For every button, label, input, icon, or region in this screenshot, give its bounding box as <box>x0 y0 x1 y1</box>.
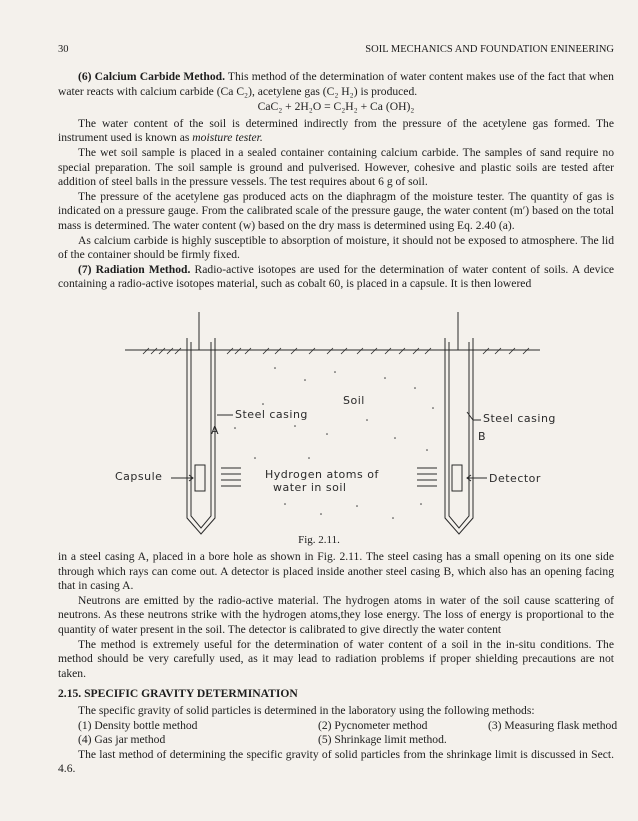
method-item: (1) Density bottle method <box>78 718 198 732</box>
ground-hatching <box>143 348 529 354</box>
calcium-paragraph <box>58 70 614 99</box>
figure-2-11 <box>95 308 585 540</box>
paragraph-pressure: The pressure of the acetylene gas produced acts on the diaphragm of the moisture tester. The quantity of gas is indicated on a pressure gauge. From the calibrated scale of the pressure gauge, the water content (m′) based on the total mass is determined. The water content (w) based on the dry mass is determined using Eq. 2.40 (a). <box>58 189 614 232</box>
detector-body <box>452 465 462 491</box>
page-number: 30 <box>58 44 69 55</box>
paragraph-exposure: As calcium carbide is highly susceptible to absorption of moisture, it should not be exposed to atmosphere. The lid of the container should be firmly fixed. <box>58 233 614 262</box>
paragraph-usefulness: The method is extremely useful for the determination of water content of a soil in the in-situ conditions. The method should be very carefully used, as it may lead to radiation problems if proper shielding precautions are not taken. <box>58 637 614 680</box>
label-steel-casing-b: Steel casing <box>483 412 556 425</box>
steel-casing-b <box>445 312 473 534</box>
label-b: B <box>478 430 487 443</box>
paragraph-casing: in a steel casing A, placed in a bore hole as shown in Fig. 2.11. The steel casing has a small opening on its one side through which rays can come out. A detector is placed inside another steel casing B, which also has an opening facing that in casing A. <box>58 550 614 593</box>
figure-caption: Fig. 2.11. <box>298 534 340 546</box>
section-intro: The specific gravity of solid particles is determined in the laboratory using the following methods: <box>78 703 535 717</box>
radiation-text: Radio-active isotopes are used for the determination of water content of soils. A device containing a radio-active isotopes material, such as cobalt 60, is placed in a capsule. It is then lowered <box>58 262 614 291</box>
instrument-text: The water content of the soil is determined indirectly from the pressure of the acetylene gas formed. The instrument used is known as <box>58 116 614 145</box>
section-closing: The last method of determining the specific gravity of solid particles from the shrinkage limit is discussed in Sect. 4.6. <box>58 747 614 776</box>
method-item: (3) Measuring flask method <box>488 718 618 732</box>
method-item: (4) Gas jar method <box>78 733 166 747</box>
rays-b <box>417 468 437 486</box>
paragraph-instrument <box>58 117 614 146</box>
capsule-body <box>195 465 205 491</box>
running-title: SOIL MECHANICS AND FOUNDATION ENINEERING <box>365 44 614 55</box>
label-hydrogen-line2: water in soil <box>273 481 347 494</box>
label-capsule: Capsule <box>115 470 163 483</box>
soil-dots <box>234 367 434 519</box>
equation: CaC₂ + 2H₂O = C₂H₂ + Ca (OH)₂ <box>257 100 415 114</box>
radiation-heading: (7) Radiation Method. <box>78 262 191 276</box>
paragraph-sample: The wet soil sample is placed in a sealed container containing calcium carbide. The samples of sand require no special preparation. The soil sample is ground and pulverised. However, cohesive and plastic soils are tested after addition of steel balls in the pressure vessels. The test requires about 6 g of soil. <box>58 145 614 189</box>
label-detector: Detector <box>489 472 541 485</box>
steel-casing-a <box>187 312 215 534</box>
radiation-paragraph <box>58 263 614 292</box>
label-a: A <box>211 424 220 437</box>
rays-a <box>221 468 241 486</box>
paragraph-neutrons: Neutrons are emitted by the radio-active material. The hydrogen atoms in water of the soil cause scattering of neutrons. As these neutrons strike with the hydrogen atoms,they lose energy. The loss of energy is proportional to the quantity of water present in the soil. The detector is calibrated to give directly the water content <box>58 593 614 636</box>
text-block-bottom <box>58 550 618 777</box>
moisture-tester-term: moisture tester. <box>192 131 263 145</box>
method-item: (2) Pycnometer method <box>318 718 428 732</box>
text-block-top <box>58 70 614 292</box>
label-soil: Soil <box>343 394 365 407</box>
section-heading: 2.15. SPECIFIC GRAVITY DETERMINATION <box>58 687 298 701</box>
page-header <box>58 44 614 60</box>
label-hydrogen-line1: Hydrogen atoms of <box>265 468 379 481</box>
methods-list <box>78 718 618 748</box>
calcium-text: This method of the determination of water content makes use of the fact that when water reacts with calcium carbide (Ca C₂), acetylene gas (C₂ H₂) is produced. <box>58 70 614 98</box>
method-item: (5) Shrinkage limit method. <box>318 733 447 747</box>
label-steel-casing-a: Steel casing <box>235 408 308 421</box>
calcium-heading: (6) Calcium Carbide Method. <box>78 70 225 83</box>
